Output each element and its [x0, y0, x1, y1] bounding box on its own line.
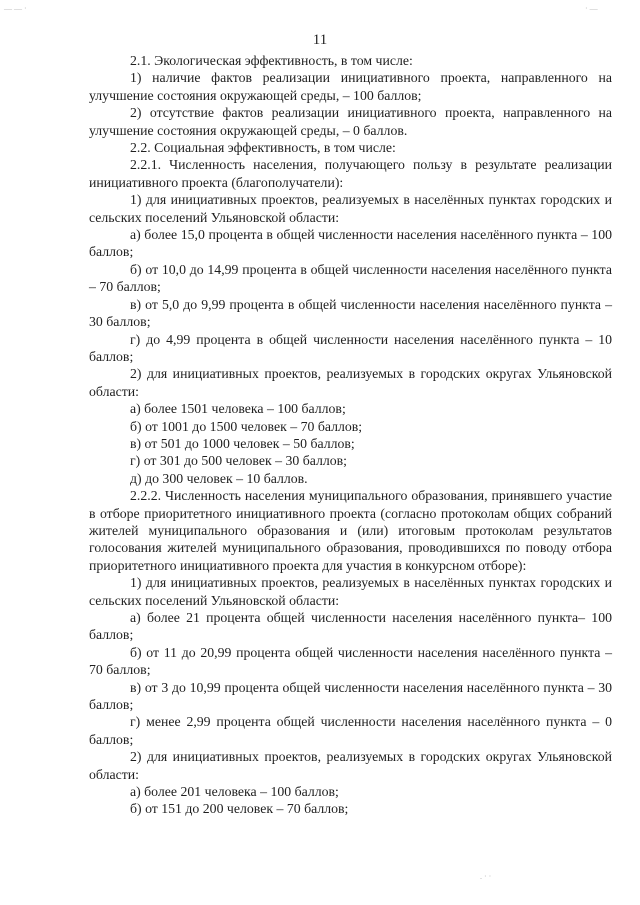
paragraph: б) от 1001 до 1500 человек – 70 баллов; [130, 418, 363, 434]
paragraph: г) от 301 до 500 человек – 30 баллов; [130, 453, 347, 469]
paragraph: 1) для инициативных проектов, реализуемых в населённых пунктах городских и сельских поселений Ульяновской области: [89, 192, 612, 225]
paragraph: 2) для инициативных проектов, реализуемых в городских округах Ульяновской области: [89, 366, 612, 399]
paragraph: 2.2.2. Численность населения муниципального образования, принявшего участие в отборе приоритетного инициативного проекта (согласно протоколам общих собраний жителей муниципального образования и (или) итоговым протоколам результатов голосования жителей муниципального образования, проводившихся по поводу отбора приоритетного инициативного проекта для участия в конкурсном отборе): [89, 488, 612, 573]
paragraph: б) от 151 до 200 человек – 70 баллов; [130, 801, 349, 817]
paragraph: а) более 21 процента общей численности населения населённого пункта– 100 баллов; [89, 610, 612, 643]
page-number: 11 [312, 32, 328, 48]
paragraph: а) более 15,0 процента в общей численности населения населённого пункта – 100 баллов; [89, 227, 612, 260]
paragraph: 2.1. Экологическая эффективность, в том числе: [130, 53, 413, 68]
paragraph: д) до 300 человек – 10 баллов. [130, 470, 308, 486]
paragraph: 2) для инициативных проектов, реализуемых в городских округах Ульяновской области: [89, 749, 612, 782]
paragraph: 2.2.1. Численность населения, получающего пользу в результате реализации инициативного проекта (благополучатели): [89, 157, 612, 190]
paragraph: 1) наличие фактов реализации инициативного проекта, направленного на улучшение состояния окружающей среды, – 100 баллов; [89, 70, 612, 103]
paragraph: 2) отсутствие фактов реализации инициативного проекта, направленного на улучшение состояния окружающей среды, – 0 баллов. [89, 105, 612, 138]
document-body [89, 52, 612, 818]
scan-artifact: . · · [480, 872, 492, 881]
paragraph: б) от 10,0 до 14,99 процента в общей численности населения населённого пункта – 70 баллов; [89, 261, 612, 295]
paragraph: 1) для инициативных проектов, реализуемых в населённых пунктах городских и сельских поселений Ульяновской области: [89, 575, 612, 608]
paragraph: г) менее 2,99 процента общей численности населения населённого пункта – 0 баллов; [89, 714, 612, 747]
paragraph: б) от 11 до 20,99 процента общей численности населения населённого пункта – 70 баллов; [89, 644, 612, 678]
paragraph: а) более 201 человека – 100 баллов; [130, 784, 339, 800]
scan-artifact: · — [585, 4, 598, 13]
paragraph: в) от 3 до 10,99 процента общей численности населения населённого пункта – 30 баллов; [89, 679, 612, 713]
paragraph: в) от 501 до 1000 человек – 50 баллов; [130, 435, 355, 451]
paragraph: в) от 5,0 до 9,99 процента в общей численности населения населённого пункта – 30 баллов; [89, 296, 612, 330]
paragraph: 2.2. Социальная эффективность, в том числе: [130, 140, 396, 156]
scan-artifact: — — · [4, 4, 27, 13]
paragraph: г) до 4,99 процента в общей численности населения населённого пункта – 10 баллов; [89, 331, 612, 364]
paragraph: а) более 1501 человека – 100 баллов; [130, 401, 346, 417]
